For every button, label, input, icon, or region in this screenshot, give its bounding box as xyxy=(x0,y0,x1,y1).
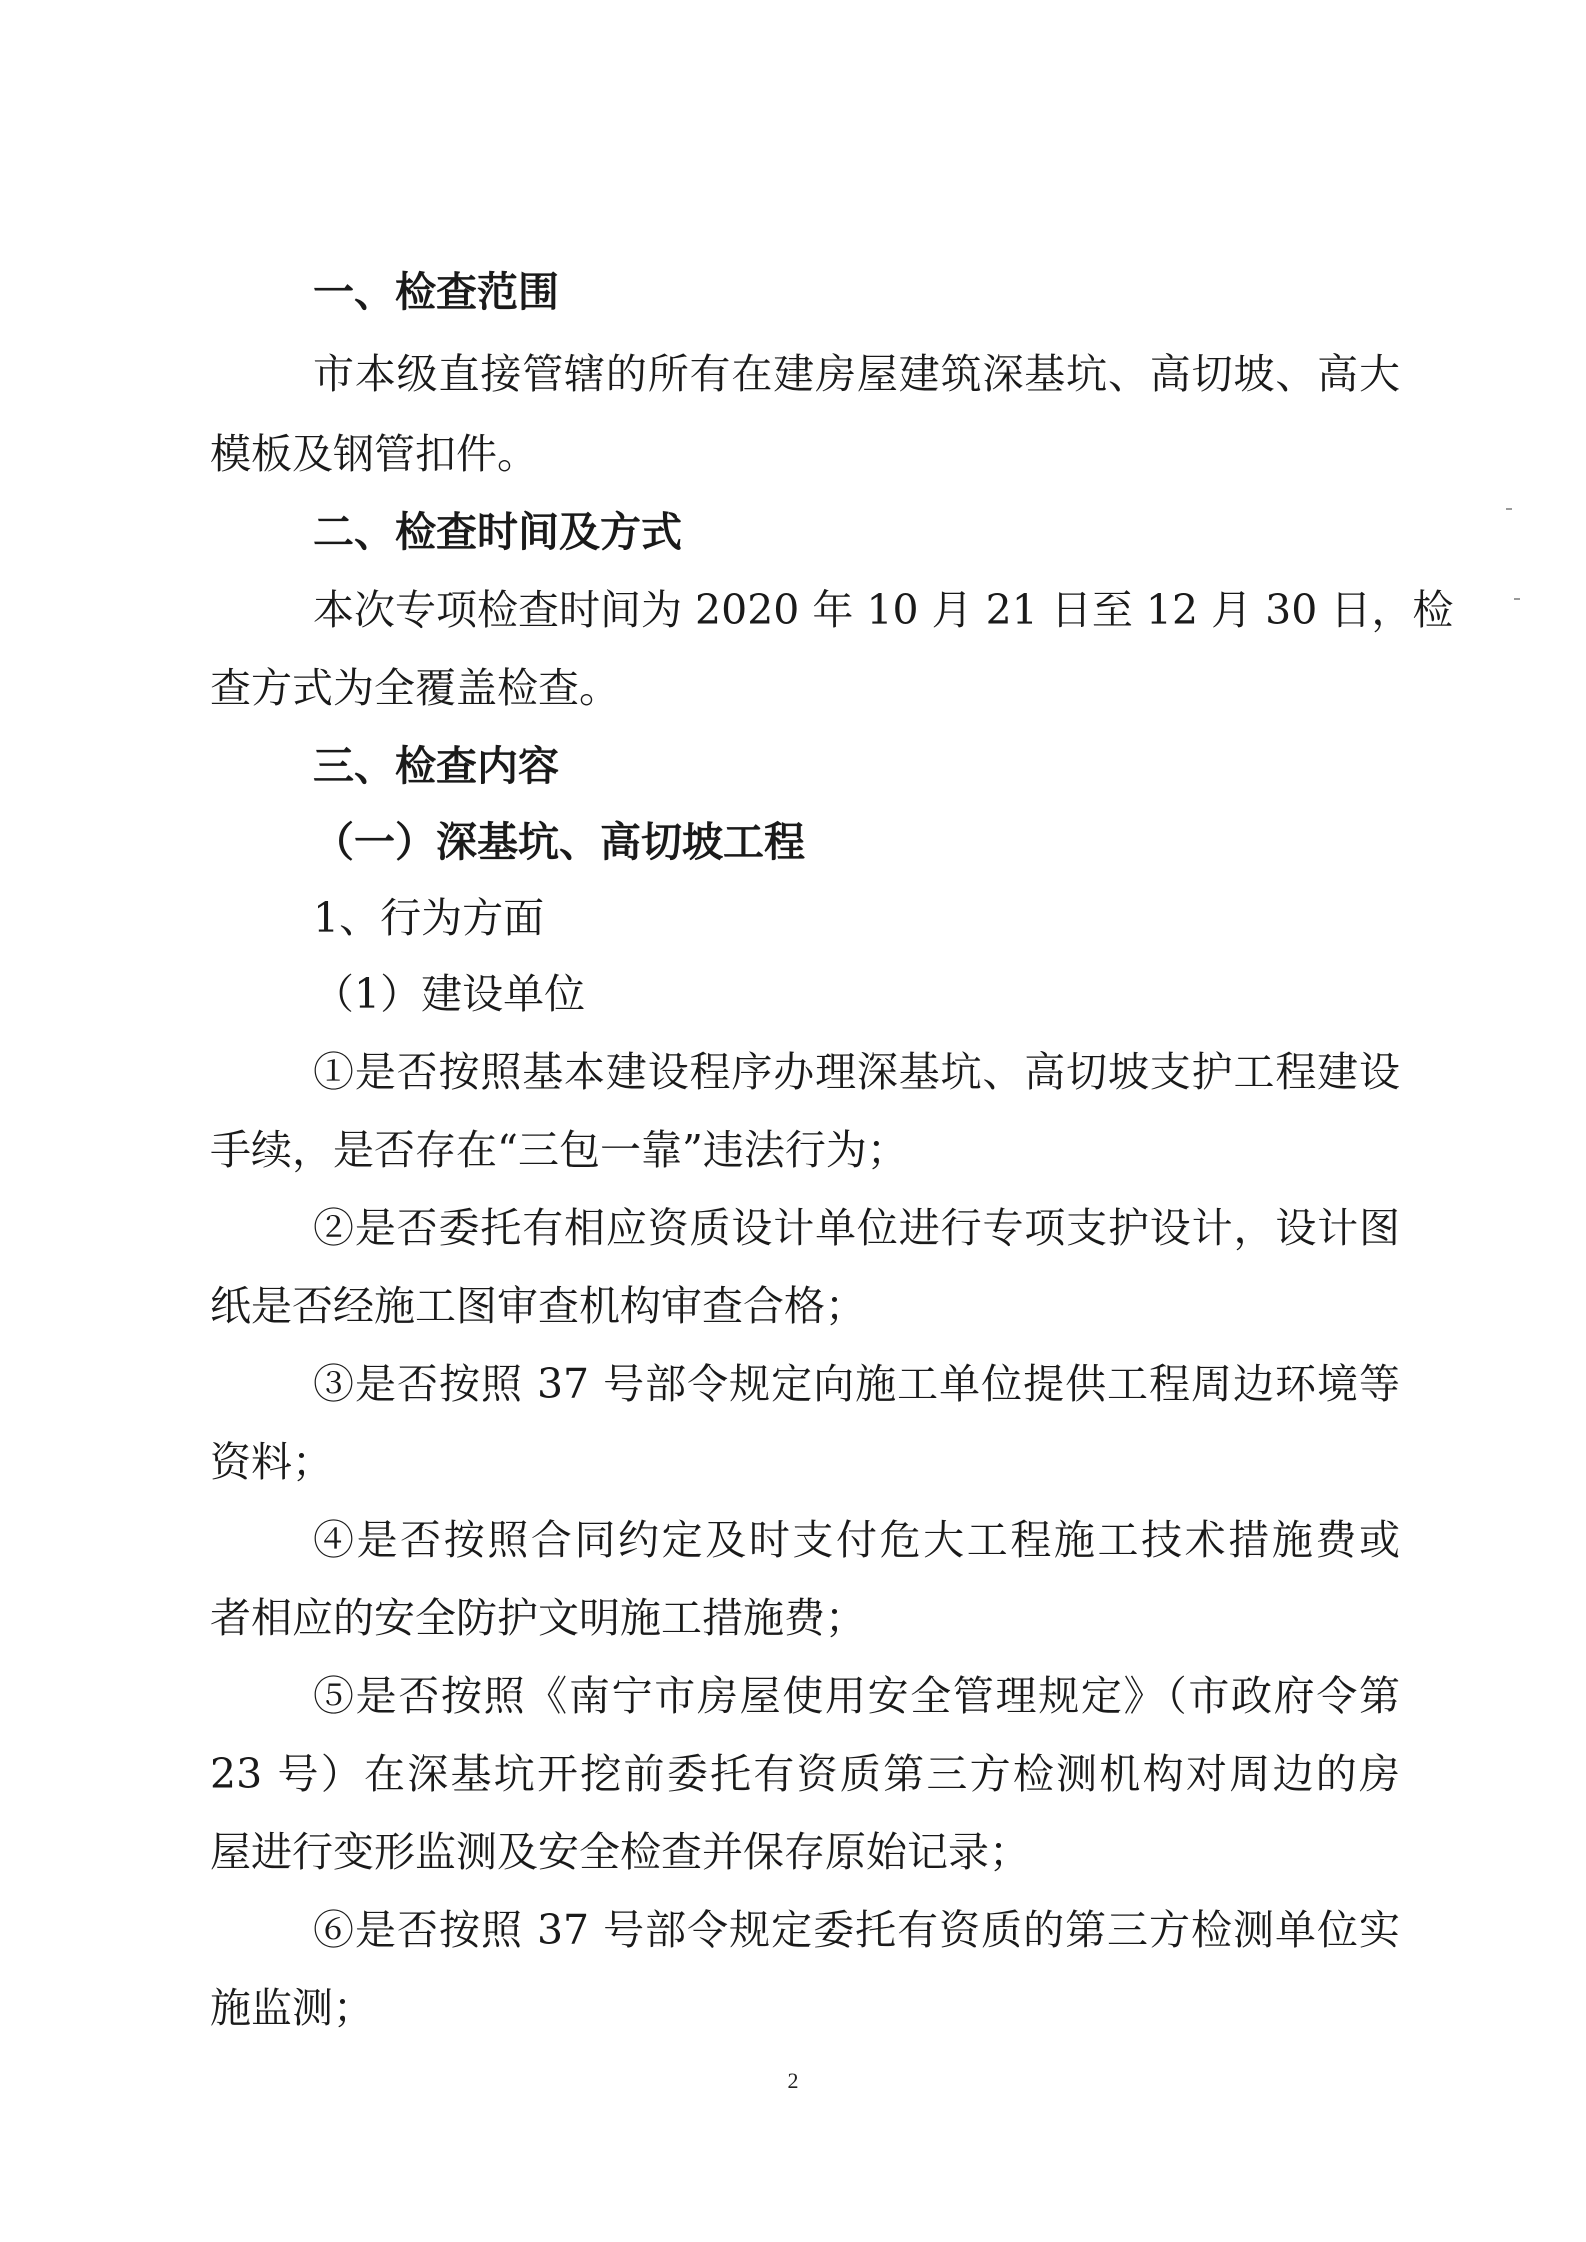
section-heading-content: 三、检查内容 xyxy=(313,742,559,790)
list-item-line: ⑥是否按照 37 号部令规定委托有资质的第三方检测单位实 xyxy=(313,1906,1400,1954)
list-item-line: 屋进行变形监测及安全检查并保存原始记录； xyxy=(210,1828,1030,1876)
list-item-line: ⑤是否按照《南宁市房屋使用安全管理规定》（市政府令第 xyxy=(313,1672,1400,1720)
list-item-line: 23 号）在深基坑开挖前委托有资质第三方检测机构对周边的房 xyxy=(210,1750,1400,1798)
list-item-line: 施监测； xyxy=(210,1984,374,2032)
list-item-line: ③是否按照 37 号部令规定向施工单位提供工程周边环境等 xyxy=(313,1360,1400,1408)
paragraph-line: 本次专项检查时间为 2020 年 10 月 21 日至 12 月 30 日，检 xyxy=(313,586,1454,634)
subsection-item-behavior: 1、行为方面 xyxy=(313,894,545,942)
list-item-line: 纸是否经施工图审查机构审查合格； xyxy=(210,1282,866,1330)
list-item-line: 者相应的安全防护文明施工措施费； xyxy=(210,1594,866,1642)
subsection-heading-deep-pit: （一）深基坑、高切坡工程 xyxy=(313,818,805,866)
list-item-line: 手续，是否存在“三包一靠”违法行为； xyxy=(210,1126,908,1174)
paragraph-line: 模板及钢管扣件。 xyxy=(210,430,538,478)
subsection-item-builder: （1）建设单位 xyxy=(313,970,586,1018)
section-heading-scope: 一、检查范围 xyxy=(313,268,559,316)
section-heading-time-method: 二、检查时间及方式 xyxy=(313,508,682,556)
list-item-line: ①是否按照基本建设程序办理深基坑、高切坡支护工程建设 xyxy=(313,1048,1400,1096)
paragraph-line: 市本级直接管辖的所有在建房屋建筑深基坑、高切坡、高大 xyxy=(313,350,1400,398)
paragraph-line: 查方式为全覆盖检查。 xyxy=(210,664,620,712)
list-item-line: ②是否委托有相应资质设计单位进行专项支护设计，设计图 xyxy=(313,1204,1400,1252)
page-number: 2 xyxy=(787,2068,799,2093)
list-item-line: ④是否按照合同约定及时支付危大工程施工技术措施费或 xyxy=(313,1516,1400,1564)
scan-speck xyxy=(1506,508,1512,510)
scan-speck xyxy=(1514,598,1520,600)
list-item-line: 资料； xyxy=(210,1438,333,1486)
